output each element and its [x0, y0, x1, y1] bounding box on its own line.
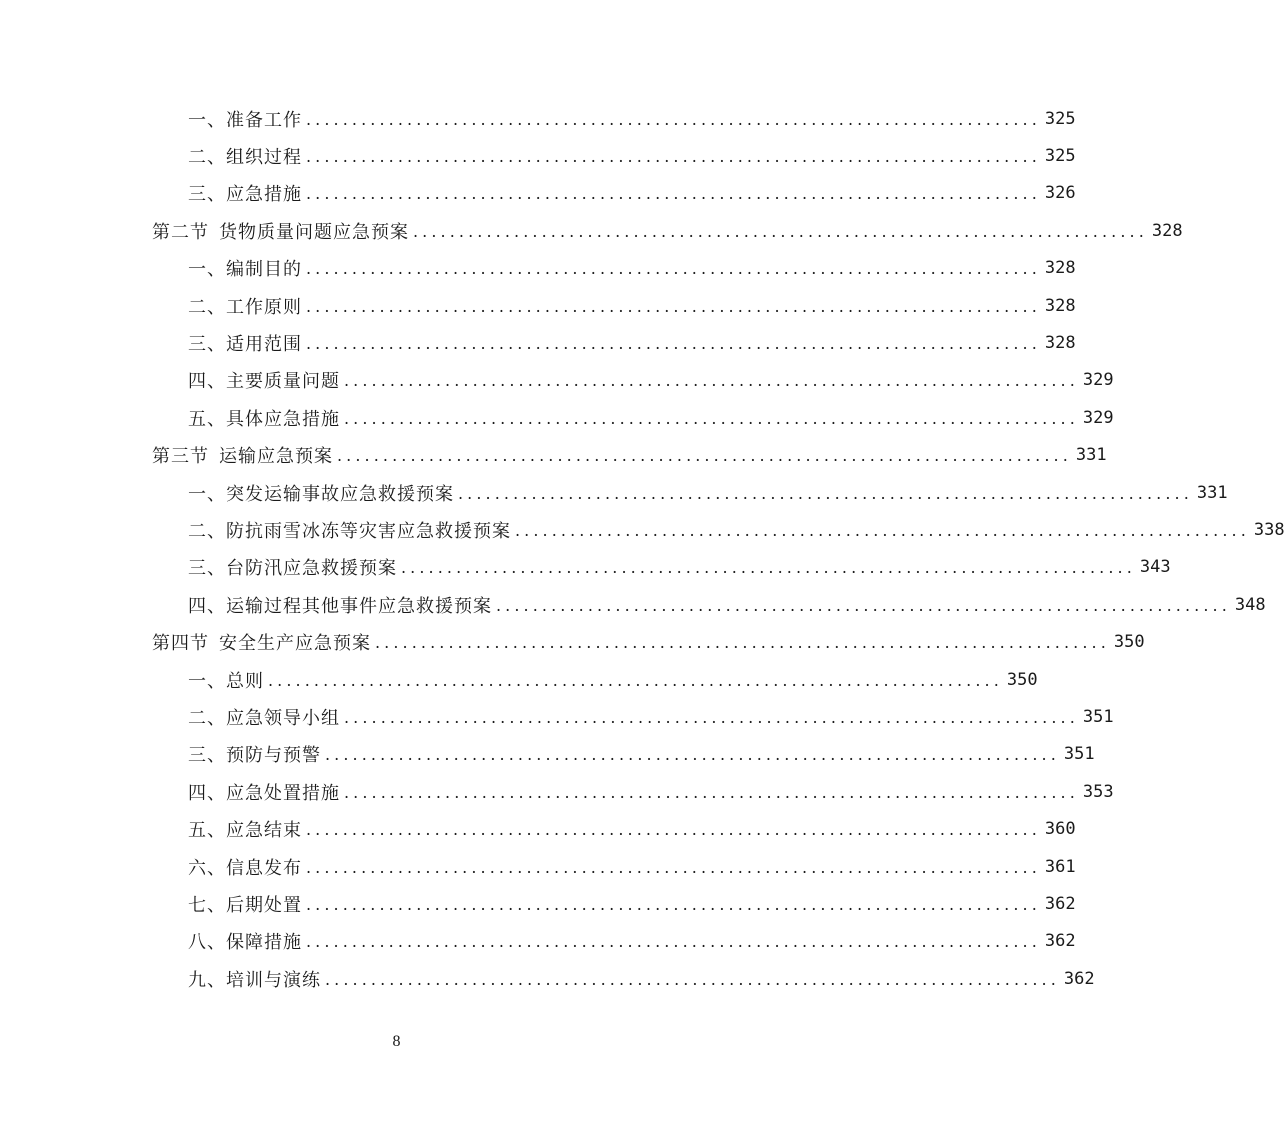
- toc-entry-title: 主要质量问题: [226, 371, 340, 393]
- toc-entry[interactable]: [0, 437, 1107, 474]
- toc-dot-leader: ................................................................................: [306, 857, 1041, 877]
- toc-entry-number: 八、: [188, 932, 226, 954]
- toc-dot-leader: ................................................................................: [344, 707, 1079, 727]
- toc-dot-leader: ................................................................................: [458, 483, 1193, 503]
- toc-entry-title: 运输应急预案: [219, 446, 333, 468]
- toc-entry[interactable]: [0, 362, 1114, 399]
- toc-entry-page: 350: [1006, 669, 1038, 690]
- toc-entry[interactable]: [0, 810, 1076, 847]
- toc-dot-leader: ................................................................................: [337, 446, 1072, 466]
- toc-dot-leader: ................................................................................: [344, 371, 1079, 391]
- toc-entry-title: 台防汛应急救援预案: [226, 558, 397, 580]
- toc-entry-title: 运输过程其他事件应急救援预案: [226, 595, 492, 617]
- toc-entry-number: 二、: [188, 147, 226, 169]
- toc-entry[interactable]: [0, 586, 1266, 623]
- toc-entry-page: 328: [1044, 333, 1076, 354]
- toc-entry[interactable]: [0, 661, 1038, 698]
- toc-entry-number: 五、: [188, 408, 226, 430]
- toc-entry-title: 适用范围: [226, 334, 302, 356]
- toc-entry-page: 328: [1044, 258, 1076, 279]
- toc-entry[interactable]: [0, 175, 1076, 212]
- toc-entry-number: 第二节: [152, 221, 209, 243]
- toc-entry-number: 二、: [188, 296, 226, 318]
- toc-entry[interactable]: [0, 250, 1076, 287]
- toc-dot-leader: ................................................................................: [515, 520, 1250, 540]
- toc-dot-leader: ................................................................................: [325, 745, 1060, 765]
- toc-entry-title: 编制目的: [226, 259, 302, 281]
- toc-entry[interactable]: [0, 324, 1076, 361]
- toc-entry-number: 二、: [188, 520, 226, 542]
- toc-dot-leader: ................................................................................: [325, 969, 1060, 989]
- toc-entry[interactable]: [0, 474, 1228, 511]
- toc-entry-page: 351: [1082, 706, 1114, 727]
- toc-entry-number: 四、: [188, 595, 226, 617]
- toc-entry-title: 突发运输事故应急救援预案: [226, 483, 454, 505]
- toc-entry-page: 362: [1063, 968, 1095, 989]
- toc-entry-number: 四、: [188, 371, 226, 393]
- toc-entry-title: 后期处置: [226, 894, 302, 916]
- toc-entry-title: 预防与预警: [226, 745, 321, 767]
- toc-entry-title: 具体应急措施: [226, 408, 340, 430]
- toc-dot-leader: ................................................................................: [306, 894, 1041, 914]
- toc-entry[interactable]: [0, 623, 1145, 660]
- page-number: 8: [392, 1033, 401, 1050]
- toc-entry-title: 信息发布: [226, 857, 302, 879]
- toc-entry[interactable]: [0, 773, 1114, 810]
- toc-entry-number: 三、: [188, 334, 226, 356]
- toc-entry-page: 343: [1139, 557, 1171, 578]
- toc-entry[interactable]: [0, 212, 1183, 249]
- toc-entry-page: 362: [1044, 931, 1076, 952]
- toc-entry-number: 二、: [188, 707, 226, 729]
- toc-entry-number: 一、: [188, 670, 226, 692]
- toc-dot-leader: ................................................................................: [401, 558, 1136, 578]
- toc-entry-number: 五、: [188, 820, 226, 842]
- toc-entry[interactable]: [0, 511, 1285, 548]
- toc-dot-leader: ................................................................................: [375, 633, 1110, 653]
- toc-entry-title: 准备工作: [226, 109, 302, 131]
- toc-entry[interactable]: [0, 885, 1076, 922]
- toc-entry-title: 保障措施: [226, 932, 302, 954]
- toc-dot-leader: ................................................................................: [306, 184, 1041, 204]
- toc-entry-page: 331: [1196, 482, 1228, 503]
- toc-entry-number: 第四节: [152, 633, 209, 655]
- toc-entry[interactable]: [0, 923, 1076, 960]
- toc-entry-page: 329: [1082, 407, 1114, 428]
- table-of-contents: [0, 100, 1285, 997]
- toc-entry-title: 总则: [226, 670, 264, 692]
- toc-dot-leader: ................................................................................: [306, 820, 1041, 840]
- toc-entry-page: 328: [1044, 295, 1076, 316]
- toc-entry-page: 360: [1044, 819, 1076, 840]
- toc-entry[interactable]: [0, 848, 1076, 885]
- toc-entry[interactable]: [0, 137, 1076, 174]
- toc-entry-page: 331: [1075, 445, 1107, 466]
- toc-entry-number: 三、: [188, 745, 226, 767]
- toc-entry-number: 第三节: [152, 446, 209, 468]
- toc-entry-page: 326: [1044, 183, 1076, 204]
- toc-dot-leader: ................................................................................: [306, 259, 1041, 279]
- toc-dot-leader: ................................................................................: [413, 221, 1148, 241]
- toc-entry-page: 353: [1082, 781, 1114, 802]
- toc-dot-leader: ................................................................................: [306, 109, 1041, 129]
- toc-entry[interactable]: [0, 100, 1076, 137]
- toc-entry-title: 应急结束: [226, 820, 302, 842]
- toc-entry-number: 三、: [188, 184, 226, 206]
- toc-dot-leader: ................................................................................: [344, 782, 1079, 802]
- toc-entry-title: 工作原则: [226, 296, 302, 318]
- toc-entry-number: 四、: [188, 782, 226, 804]
- toc-dot-leader: ................................................................................: [344, 408, 1079, 428]
- toc-entry-number: 九、: [188, 969, 226, 991]
- toc-entry-page: 348: [1234, 594, 1266, 615]
- toc-entry-page: 362: [1044, 893, 1076, 914]
- toc-entry-title: 货物质量问题应急预案: [219, 221, 409, 243]
- toc-entry-title: 应急处置措施: [226, 782, 340, 804]
- toc-dot-leader: ................................................................................: [268, 670, 1003, 690]
- toc-dot-leader: ................................................................................: [496, 595, 1231, 615]
- toc-entry-number: 一、: [188, 483, 226, 505]
- toc-dot-leader: ................................................................................: [306, 932, 1041, 952]
- toc-entry-title: 培训与演练: [226, 969, 321, 991]
- toc-entry[interactable]: [0, 287, 1076, 324]
- toc-dot-leader: ................................................................................: [306, 334, 1041, 354]
- toc-entry-title: 应急领导小组: [226, 707, 340, 729]
- toc-entry-title: 防抗雨雪冰冻等灾害应急救援预案: [226, 520, 511, 542]
- toc-dot-leader: ................................................................................: [306, 147, 1041, 167]
- toc-entry-number: 一、: [188, 109, 226, 131]
- toc-entry-number: 六、: [188, 857, 226, 879]
- toc-entry-number: 三、: [188, 558, 226, 580]
- toc-entry-page: 361: [1044, 856, 1076, 877]
- toc-entry-page: 351: [1063, 744, 1095, 765]
- toc-entry[interactable]: [0, 698, 1114, 735]
- toc-entry-title: 组织过程: [226, 147, 302, 169]
- toc-entry-page: 350: [1113, 632, 1145, 653]
- toc-entry[interactable]: [0, 960, 1095, 997]
- toc-entry-number: 七、: [188, 894, 226, 916]
- toc-entry[interactable]: [0, 549, 1171, 586]
- toc-entry-page: 338: [1253, 519, 1285, 540]
- toc-entry-page: 325: [1044, 108, 1076, 129]
- toc-dot-leader: ................................................................................: [306, 296, 1041, 316]
- toc-entry[interactable]: [0, 399, 1114, 436]
- toc-entry[interactable]: [0, 736, 1095, 773]
- toc-entry-page: 328: [1151, 220, 1183, 241]
- toc-entry-number: 一、: [188, 259, 226, 281]
- toc-entry-title: 应急措施: [226, 184, 302, 206]
- toc-entry-title: 安全生产应急预案: [219, 633, 371, 655]
- toc-entry-page: 325: [1044, 146, 1076, 167]
- toc-entry-page: 329: [1082, 370, 1114, 391]
